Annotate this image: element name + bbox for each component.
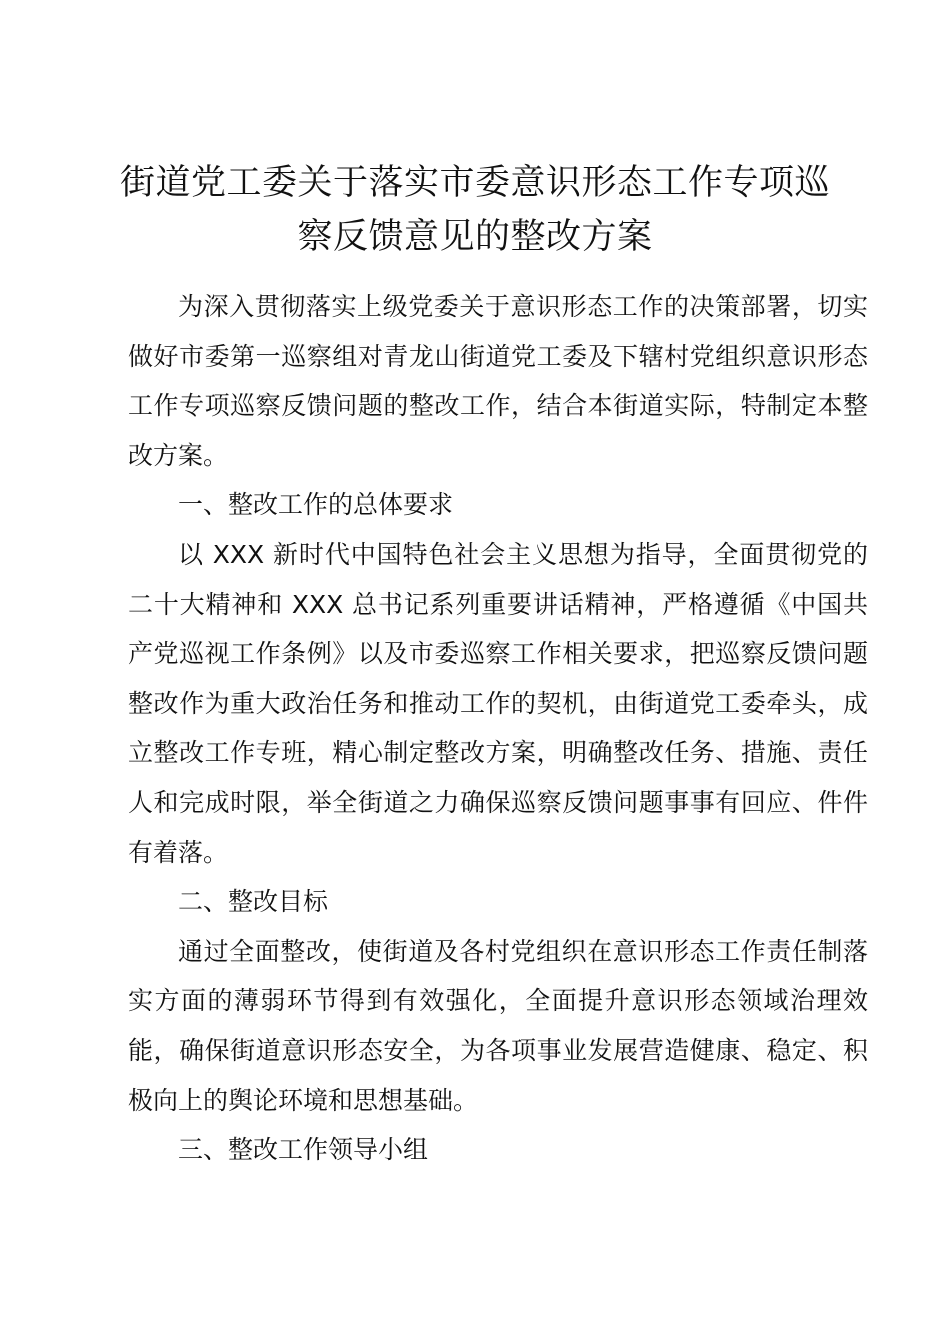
document-body [128, 282, 868, 1175]
document-title-line-2: 察反馈意见的整改方案 [297, 217, 653, 257]
document-title-line-1: 街道党工委关于落实市委意识形态工作专项巡 [119, 163, 830, 203]
section-2-paragraph: 通过全面整改，使街道及各村党组织在意识形态工作责任制落实方面的薄弱环节得到有效强化，全面提升意识形态领域治理效能，确保街道意识形态安全，为各项事业发展营造健康、稳定、积极向上的舆论环境和思想基础。 [128, 936, 868, 1115]
intro-paragraph: 为深入贯彻落实上级党委关于意识形态工作的决策部署，切实做好市委第一巡察组对青龙山街道党工委及下辖村党组织意识形态工作专项巡察反馈问题的整改工作，结合本街道实际，特制定本整改方案。 [128, 292, 868, 470]
section-2-heading: 二、整改目标 [178, 887, 329, 917]
section-1-heading: 一、整改工作的总体要求 [178, 490, 454, 520]
section-1-paragraph: 以 XXX 新时代中国特色社会主义思想为指导，全面贯彻党的二十大精神和 XXX 总书记系列重要讲话精神，严格遵循《中国共产党巡视工作条例》以及市委巡察工作相关要求，把巡察反馈问题整改作为重大政治任务和推动工作的契机，由街道党工委牵头，成立整改工作专班，精心制定整改方案，明确整改任务、措施、责任人和完成时限，举全街道之力确保巡察反馈问题事事有回应、件件有着落。 [128, 539, 868, 867]
section-3-heading: 三、整改工作领导小组 [178, 1135, 429, 1165]
